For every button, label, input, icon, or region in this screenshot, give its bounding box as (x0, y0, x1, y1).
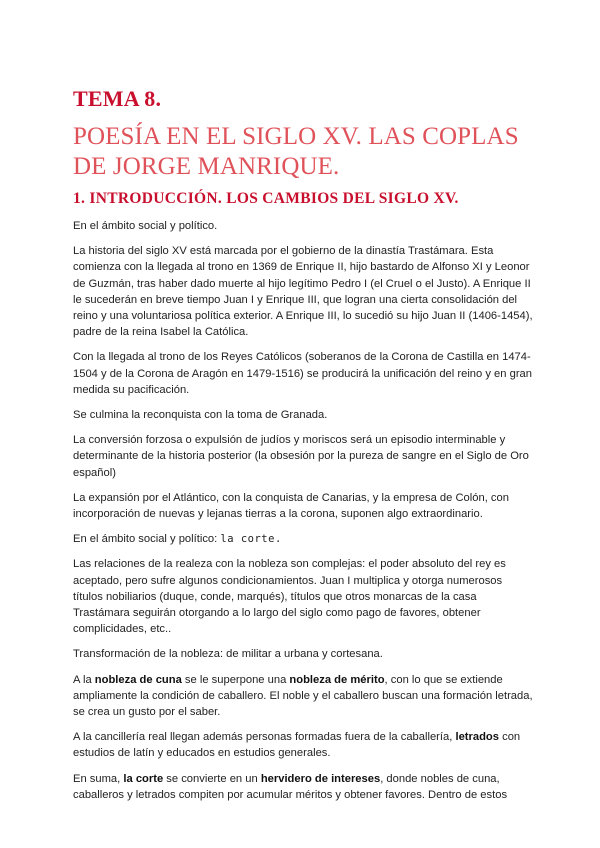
court-term: la corte. (220, 533, 282, 546)
paragraph: La conversión forzosa o expulsión de judíos y moriscos será un episodio interminable y determinante de la historia posterior (la obsesión por la pureza de sangre en el Siglo de Oro español) (73, 434, 529, 479)
paragraph-text: se convierte en un (163, 772, 261, 785)
paragraph (73, 531, 535, 547)
paragraph-text: con estudios de latín y educados en estudios generales. (73, 731, 521, 760)
paragraph-text: A la (73, 673, 95, 686)
paragraph: La historia del siglo XV está marcada por el gobierno de la dinastía Trastámara. Esta comienza con la llegada al trono en 1369 de Enrique II, hijo bastardo de Alfonso XI y Leonor de Guzmán, tras haber dado muerte al hijo legítimo Pedro I (el Cruel o el Justo). A Enrique II le sucederán en breve tiempo Juan I y Enrique III, que logran una cierta consolidación del reino y una voluntariosa política exterior. A Enrique III, lo sucedió su hijo Juan II (1406-1454), padre de la reina Isabel la Católica. (73, 245, 533, 339)
bold-term: la corte (123, 772, 164, 785)
paragraph-text: , con lo que se extiende ampliamente la condición de caballero. El noble y el caballero buscan una formación letrada, se crea un gusto por el saber. (73, 673, 533, 719)
document-body (73, 218, 535, 812)
paragraph: Se culmina la reconquista con la toma de Granada. (73, 409, 328, 422)
paragraph (73, 672, 535, 721)
paragraph-text: , donde nobles de cuna, caballeros y letrados compiten por acumular méritos y obtener favores. Dentro de estos (73, 772, 508, 801)
topic-title: POESÍA EN EL SIGLO XV. LAS COPLAS DE JORGE MANRIQUE. (73, 123, 519, 180)
section-heading: 1. INTRODUCCIÓN. LOS CAMBIOS DEL SIGLO XV. (73, 190, 459, 207)
paragraph (73, 771, 535, 803)
paragraph: En el ámbito social y político. (73, 220, 218, 232)
paragraph: Transformación de la nobleza: de militar a urbana y cortesana. (73, 648, 383, 661)
bold-term: nobleza de cuna (94, 673, 182, 686)
paragraph: La expansión por el Atlántico, con la conquista de Canarias, y la empresa de Colón, con incorporación de nuevas y lejanas tierras a la corona, suponen algo extraordinario. (73, 491, 509, 521)
paragraph-text: se le superpone una (181, 673, 290, 686)
bold-term: hervidero de intereses (260, 772, 381, 785)
bold-term: nobleza de mérito (289, 673, 385, 686)
paragraph (73, 729, 535, 761)
topic-number: TEMA 8. (73, 86, 162, 111)
paragraph-text: A la cancillería real llegan además personas formadas fuera de la caballería, (73, 731, 456, 744)
bold-term: letrados (455, 731, 499, 744)
paragraph: Con la llegada al trono de los Reyes Católicos (soberanos de la Corona de Castilla en 1474-1504 y de la Corona de Aragón en 1479-1516) se producirá la unificación del reino y en gran medida su pacificación. (73, 351, 532, 396)
paragraph-text: En el ámbito social y político: (73, 533, 221, 546)
paragraph-text: En suma, (73, 772, 124, 785)
paragraph: Las relaciones de la realeza con la nobleza son complejas: el poder absoluto del rey es aceptado, pero sufre algunos condicionamientos. Juan I multiplica y otorga numerosos títulos nobiliarios (duque, conde, marqués), títulos que otros monarcas de la casa Trastámara seguirán otorgando a lo largo del siglo como pago de favores, obtener complicidades, etc.. (73, 558, 506, 636)
